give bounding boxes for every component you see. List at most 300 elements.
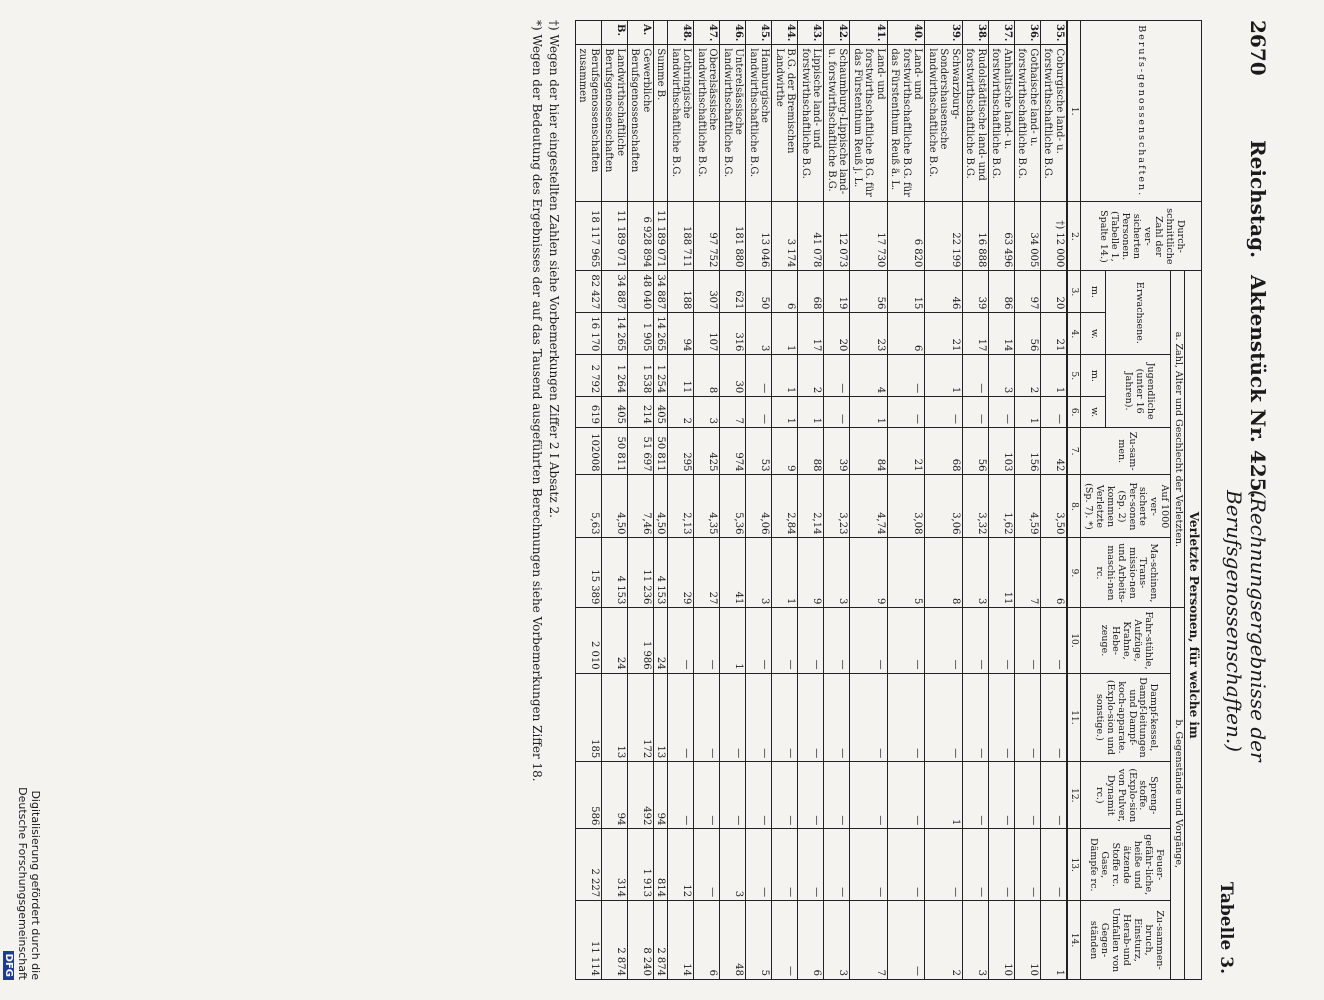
data-cell: —	[824, 608, 850, 673]
data-cell: 5	[887, 538, 925, 608]
row-name: Anhaltische land- u. forstwirthschaftliche B.G.	[988, 45, 1014, 202]
column-number: 3.	[1067, 271, 1081, 313]
data-cell: —	[824, 829, 850, 901]
row-number: 37.	[988, 21, 1014, 45]
data-cell: —	[988, 829, 1014, 901]
column-number-row	[1067, 21, 1081, 980]
data-cell: 94	[668, 313, 694, 355]
data-cell: 102008	[575, 427, 601, 475]
data-cell: —	[746, 355, 772, 397]
col-head-jug-m: m.	[1080, 355, 1105, 397]
data-cell: 2	[798, 355, 824, 397]
row-name: Hamburgische landwirthschaftliche B.G.	[746, 45, 772, 202]
data-cell: 6	[798, 901, 824, 980]
data-cell: †) 12 000	[1040, 202, 1067, 271]
table-row	[962, 21, 988, 980]
data-cell: —	[694, 673, 720, 762]
data-cell: 51 697	[627, 427, 653, 475]
row-name: Rudolstädtische land- und forstwirthschaftliche B.G.	[962, 45, 988, 202]
row-number: 39.	[925, 21, 963, 45]
data-cell: 20	[1040, 271, 1067, 313]
footnote: †) Wegen der hier eingestellten Zahlen siehe Vorbemerkungen Ziffer 2 I Absatz 2.	[547, 20, 561, 518]
data-cell: —	[962, 355, 988, 397]
data-cell: 492	[627, 762, 653, 829]
data-cell: 1	[925, 355, 963, 397]
row-number: B.	[601, 21, 627, 45]
row-number	[653, 21, 668, 45]
data-cell: 14	[668, 901, 694, 980]
col-head-maschinen: Ma-schinen, Trans-missio-nen und Arbeits-maschi-nen rc.	[1080, 538, 1170, 608]
column-number: 6.	[1067, 397, 1081, 428]
data-cell: —	[1014, 673, 1040, 762]
dfg-credit	[3, 760, 42, 980]
data-cell: 29	[668, 538, 694, 608]
data-cell: —	[925, 673, 963, 762]
data-cell: 24	[601, 608, 627, 673]
data-cell: —	[746, 397, 772, 428]
data-cell: 94	[653, 762, 668, 829]
column-number: 5.	[1067, 355, 1081, 397]
data-cell: —	[694, 762, 720, 829]
row-number: 38.	[962, 21, 988, 45]
data-cell: 3	[824, 538, 850, 608]
data-cell: 68	[925, 427, 963, 475]
data-cell: 405	[601, 397, 627, 428]
data-cell: 7	[720, 397, 746, 428]
table-row	[1040, 21, 1067, 980]
row-number: 44.	[772, 21, 798, 45]
data-cell: 16 888	[962, 202, 988, 271]
data-cell: 94	[601, 762, 627, 829]
row-number: 46.	[720, 21, 746, 45]
column-number: 9.	[1067, 538, 1081, 608]
column-number: 7.	[1067, 427, 1081, 475]
data-cell: 1	[772, 538, 798, 608]
data-cell: 8 240	[627, 901, 653, 980]
data-cell: 2	[668, 397, 694, 428]
data-cell: 3	[694, 397, 720, 428]
data-cell: —	[1040, 608, 1067, 673]
data-cell: 11	[668, 355, 694, 397]
data-cell: 97 752	[694, 202, 720, 271]
data-cell: 11	[988, 538, 1014, 608]
data-cell: 3,23	[824, 475, 850, 538]
col-head-jugendliche: Jugendliche (unter 16 Jahren).	[1106, 355, 1171, 428]
column-number: 8.	[1067, 475, 1081, 538]
data-cell: —	[850, 762, 888, 829]
row-name: Schwarzburg-Sondershausensche landwirthschaftliche B.G.	[925, 45, 963, 202]
data-cell: 3	[720, 829, 746, 901]
data-cell: 6	[694, 901, 720, 980]
footnote: *) Wegen der Bedeutung des Ergebnisses der auf das Tausend ausgeführten Berechnungen siehe Vorbemerkungen Ziffer 18.	[530, 20, 544, 782]
data-cell: —	[772, 829, 798, 901]
col-head-fahrstuehle: Fahr-stühle, Aufzüge, Krahne, Hebe-zeuge.	[1080, 608, 1170, 673]
data-cell: 41	[720, 538, 746, 608]
column-number: 4.	[1067, 313, 1081, 355]
data-cell: 6 820	[887, 202, 925, 271]
data-cell: 84	[850, 427, 888, 475]
data-cell: 156	[1014, 427, 1040, 475]
data-cell: —	[1040, 762, 1067, 829]
data-cell: 17	[798, 313, 824, 355]
data-cell: —	[798, 673, 824, 762]
data-cell: —	[824, 355, 850, 397]
data-cell: —	[824, 673, 850, 762]
data-cell: 1 905	[627, 313, 653, 355]
table-row	[887, 21, 925, 980]
data-cell: 12 073	[824, 202, 850, 271]
data-cell: —	[746, 673, 772, 762]
data-cell: 1,62	[988, 475, 1014, 538]
data-cell: —	[1040, 829, 1067, 901]
data-cell: —	[925, 829, 963, 901]
data-cell: 2,84	[772, 475, 798, 538]
data-cell: 4,50	[601, 475, 627, 538]
col-head-berufsgenossenschaften: Berufs-genossenschaften.	[1080, 21, 1201, 202]
data-cell: 30	[720, 355, 746, 397]
row-name: Gothaische land- u. forstwirthschaftliche B.G.	[1014, 45, 1040, 202]
data-cell: —	[824, 397, 850, 428]
data-cell: 17	[962, 313, 988, 355]
row-name: Unterelsässische landwirthschaftliche B.G.	[720, 45, 746, 202]
data-cell: —	[1040, 397, 1067, 428]
data-cell: 3,32	[962, 475, 988, 538]
data-cell: 18 117 965	[575, 202, 601, 271]
data-cell: 1 986	[627, 608, 653, 673]
data-cell: 2 874	[601, 901, 627, 980]
data-cell: 5	[746, 901, 772, 980]
data-cell: —	[887, 355, 925, 397]
data-cell: —	[772, 608, 798, 673]
data-cell: —	[962, 762, 988, 829]
data-cell: —	[988, 397, 1014, 428]
table-row	[925, 21, 963, 980]
column-number: 14.	[1067, 901, 1081, 980]
data-cell: —	[850, 608, 888, 673]
data-cell: 4 153	[653, 538, 668, 608]
data-cell: 39	[962, 271, 988, 313]
data-cell: 1 254	[653, 355, 668, 397]
data-cell: 3 174	[772, 202, 798, 271]
data-cell: 7,46	[627, 475, 653, 538]
col-head-sprengstoffe: Spreng-stoffe. (Explo-sion von Pulver, Dynamit rc.)	[1080, 762, 1170, 829]
data-cell: 68	[798, 271, 824, 313]
data-cell: 586	[575, 762, 601, 829]
summary-row	[575, 21, 601, 980]
data-cell: —	[988, 673, 1014, 762]
data-cell: 13	[601, 673, 627, 762]
data-cell: 9	[772, 427, 798, 475]
data-cell: 172	[627, 673, 653, 762]
data-cell: 27	[694, 538, 720, 608]
data-cell: —	[962, 608, 988, 673]
data-cell: 21	[925, 313, 963, 355]
column-number: 1.	[1067, 21, 1081, 202]
data-cell: 7	[850, 901, 888, 980]
col-head-group-b: b. Gegenstände und Vorgänge,	[1171, 608, 1185, 980]
row-name: Oberelsässische landwirthschaftliche B.G.	[694, 45, 720, 202]
data-cell: —	[887, 397, 925, 428]
data-cell: 1	[772, 313, 798, 355]
row-number: A.	[627, 21, 653, 45]
data-cell: —	[798, 829, 824, 901]
data-cell: 34 887	[653, 271, 668, 313]
row-number: 36.	[1014, 21, 1040, 45]
data-cell: 6	[772, 271, 798, 313]
data-cell: 14 265	[653, 313, 668, 355]
data-cell: —	[925, 608, 963, 673]
header-subtitle: (Rechnungsergebnisse der Berufsgenossenschaften.)	[1222, 490, 1270, 762]
table-row	[1014, 21, 1040, 980]
data-cell: —	[925, 397, 963, 428]
col-head-dampfkessel: Dampf-kessel, Dampf-leitungen und Dampf-koch-apparate. (Explo-sion und sonstige.)	[1080, 673, 1170, 762]
row-name: Gewerbliche Berufsgenossenschaften	[627, 45, 653, 202]
data-cell: —	[772, 673, 798, 762]
data-cell: —	[694, 608, 720, 673]
data-cell: 2 010	[575, 608, 601, 673]
table-row	[772, 21, 798, 980]
data-cell: 425	[694, 427, 720, 475]
data-cell: 4	[850, 355, 888, 397]
data-cell: 23	[850, 313, 888, 355]
data-cell: —	[824, 762, 850, 829]
data-cell: —	[1014, 608, 1040, 673]
data-cell: 11 189 071	[653, 202, 668, 271]
data-cell: 10	[988, 901, 1014, 980]
data-cell: —	[887, 673, 925, 762]
statistics-table	[575, 20, 1202, 980]
col-head-einsturz: Zu-sammen-bruch, Einsturz, Herab-und Umfallen von Gegen-ständen	[1080, 901, 1170, 980]
column-number: 12.	[1067, 762, 1081, 829]
table-label: Tabelle 3.	[1216, 881, 1236, 974]
data-cell: 4,74	[850, 475, 888, 538]
data-cell: 17 730	[850, 202, 888, 271]
row-name: Land- und forstwirthschaftliche B.G. für das Fürstenthum Reuß ä. L.	[887, 45, 925, 202]
data-cell: 82 427	[575, 271, 601, 313]
page-number: 2670	[1246, 20, 1270, 76]
data-cell: —	[887, 762, 925, 829]
data-cell: —	[746, 829, 772, 901]
data-cell: 5,36	[720, 475, 746, 538]
data-cell: 2 792	[575, 355, 601, 397]
data-cell: 19	[824, 271, 850, 313]
col-head-auf-1000: Auf 1000 ver-sicherte Per-sonen (Sp. 2) kommen Verletzte (Sp. 7). *)	[1080, 475, 1170, 538]
data-cell: 50 811	[601, 427, 627, 475]
summary-row	[627, 21, 653, 980]
row-name: Lippische land- und forstwirthschaftliche B.G.	[798, 45, 824, 202]
data-cell: 4,59	[1014, 475, 1040, 538]
row-number: 42.	[824, 21, 850, 45]
data-cell: 1 913	[627, 829, 653, 901]
data-cell: 314	[601, 829, 627, 901]
data-cell: —	[962, 397, 988, 428]
row-name: Schaumburg-Lippische land- u. forstwirthschaftliche B.G.	[824, 45, 850, 202]
data-cell: 4,35	[694, 475, 720, 538]
data-cell: 56	[962, 427, 988, 475]
data-cell: —	[887, 829, 925, 901]
col-head-erwachsene: Erwachsene.	[1106, 271, 1171, 355]
data-cell: 22 199	[925, 202, 963, 271]
table-row	[824, 21, 850, 980]
row-number: 41.	[850, 21, 888, 45]
data-cell: 9	[850, 538, 888, 608]
data-cell: —	[720, 762, 746, 829]
data-cell: 86	[988, 271, 1014, 313]
row-number: 48.	[668, 21, 694, 45]
data-cell: —	[720, 673, 746, 762]
data-cell: 188 711	[668, 202, 694, 271]
data-cell: 34 005	[1014, 202, 1040, 271]
data-cell: 97	[1014, 271, 1040, 313]
data-cell: 21	[887, 427, 925, 475]
header-reichstag: Reichstag.	[1246, 140, 1270, 259]
data-cell: 15 389	[575, 538, 601, 608]
table-row	[746, 21, 772, 980]
data-cell: 16 170	[575, 313, 601, 355]
data-cell: 1	[925, 762, 963, 829]
row-number: 40.	[887, 21, 925, 45]
data-cell: 9	[798, 538, 824, 608]
data-cell: 3	[824, 901, 850, 980]
data-cell: 21	[1040, 313, 1067, 355]
data-cell: 14	[988, 313, 1014, 355]
data-cell: 12	[668, 829, 694, 901]
data-cell: —	[887, 901, 925, 980]
data-cell: 56	[1014, 313, 1040, 355]
data-cell: 188	[668, 271, 694, 313]
summary-row	[601, 21, 627, 980]
row-name: Berufsgenossenschaften zusammen	[575, 45, 601, 202]
data-cell: 13 046	[746, 202, 772, 271]
data-cell: 1	[798, 397, 824, 428]
data-cell: 405	[653, 397, 668, 428]
data-cell: —	[694, 829, 720, 901]
row-name: Lothringische landwirthschaftliche B.G.	[668, 45, 694, 202]
table-body	[575, 21, 1067, 980]
data-cell: 63 496	[988, 202, 1014, 271]
data-cell: 8	[925, 538, 963, 608]
col-head-feuergefaehrliche: Feuer-gefähr-liche, heiße und ätzende Stoffe rc. Gase, Dämpfe rc.	[1080, 829, 1170, 901]
data-cell: 2,13	[668, 475, 694, 538]
data-cell: 39	[824, 427, 850, 475]
data-cell: 1	[1014, 397, 1040, 428]
data-cell: —	[798, 762, 824, 829]
data-cell: —	[746, 608, 772, 673]
summary-row	[653, 21, 668, 980]
data-cell: —	[850, 673, 888, 762]
data-cell: 181 880	[720, 202, 746, 271]
data-cell: 15	[887, 271, 925, 313]
data-cell: 50	[746, 271, 772, 313]
table-row	[850, 21, 888, 980]
data-cell: 316	[720, 313, 746, 355]
data-cell: 14 265	[601, 313, 627, 355]
data-cell: —	[962, 829, 988, 901]
data-cell: 50 811	[653, 427, 668, 475]
col-head-zusammen: Zu-sam-men.	[1080, 427, 1170, 475]
data-cell: 103	[988, 427, 1014, 475]
data-cell: —	[850, 829, 888, 901]
data-cell: 1	[1040, 901, 1067, 980]
data-cell: 3	[962, 538, 988, 608]
data-cell: —	[772, 762, 798, 829]
data-cell: 974	[720, 427, 746, 475]
data-cell: —	[668, 673, 694, 762]
data-cell: 2	[925, 901, 963, 980]
data-cell: —	[746, 762, 772, 829]
data-cell: 3	[988, 355, 1014, 397]
dfg-credit-text: Digitalisierung gefördert durch die Deutsche Forschungsgemeinschaft	[16, 787, 42, 980]
data-cell: 2 874	[653, 901, 668, 980]
data-cell: 56	[850, 271, 888, 313]
data-cell: 2,14	[798, 475, 824, 538]
column-number: 11.	[1067, 673, 1081, 762]
data-cell: 48 040	[627, 271, 653, 313]
data-cell: 7	[1014, 538, 1040, 608]
data-cell: —	[1040, 673, 1067, 762]
data-cell: —	[962, 673, 988, 762]
col-head-group-a: a. Zahl, Alter und Geschlecht der Verletzten.	[1171, 271, 1185, 608]
data-cell: 3	[746, 538, 772, 608]
data-cell: 4,50	[653, 475, 668, 538]
data-cell: 34 887	[601, 271, 627, 313]
col-head-verletzte: Verletzte Personen, für welche im	[1185, 271, 1202, 980]
table-row	[668, 21, 694, 980]
data-cell: 814	[653, 829, 668, 901]
table-row	[720, 21, 746, 980]
data-cell: —	[772, 901, 798, 980]
row-number: 45.	[746, 21, 772, 45]
data-cell: 107	[694, 313, 720, 355]
data-cell: 41 078	[798, 202, 824, 271]
row-name: B.G. der Bremischen Landwirthe	[772, 45, 798, 202]
column-number: 2.	[1067, 202, 1081, 271]
table-row	[694, 21, 720, 980]
column-number: 10.	[1067, 608, 1081, 673]
header-aktenstueck: Aktenstück Nr. 425.	[1246, 275, 1270, 499]
data-cell: —	[1014, 829, 1040, 901]
table-row	[798, 21, 824, 980]
data-cell: 1 538	[627, 355, 653, 397]
data-cell: —	[798, 608, 824, 673]
data-cell: 6 928 894	[627, 202, 653, 271]
data-cell: 48	[720, 901, 746, 980]
col-head-jug-w: w.	[1080, 397, 1105, 428]
dfg-logo: DFG	[3, 951, 14, 980]
data-cell: 11 114	[575, 901, 601, 980]
row-number: 35.	[1040, 21, 1067, 45]
table-row	[988, 21, 1014, 980]
column-number: 13.	[1067, 829, 1081, 901]
data-cell: 8	[694, 355, 720, 397]
data-cell: 185	[575, 673, 601, 762]
data-cell: 3	[746, 313, 772, 355]
data-cell: 619	[575, 397, 601, 428]
data-cell: 53	[746, 427, 772, 475]
data-cell: 1	[772, 355, 798, 397]
data-cell: 2 227	[575, 829, 601, 901]
data-cell: 3,06	[925, 475, 963, 538]
row-number	[575, 21, 601, 45]
data-cell: 6	[1040, 538, 1067, 608]
data-cell: 4 153	[601, 538, 627, 608]
data-cell: 4,06	[746, 475, 772, 538]
data-cell: 1 264	[601, 355, 627, 397]
data-cell: 13	[653, 673, 668, 762]
data-cell: 295	[668, 427, 694, 475]
col-head-erw-w: w.	[1080, 313, 1105, 355]
data-cell: 6	[887, 313, 925, 355]
